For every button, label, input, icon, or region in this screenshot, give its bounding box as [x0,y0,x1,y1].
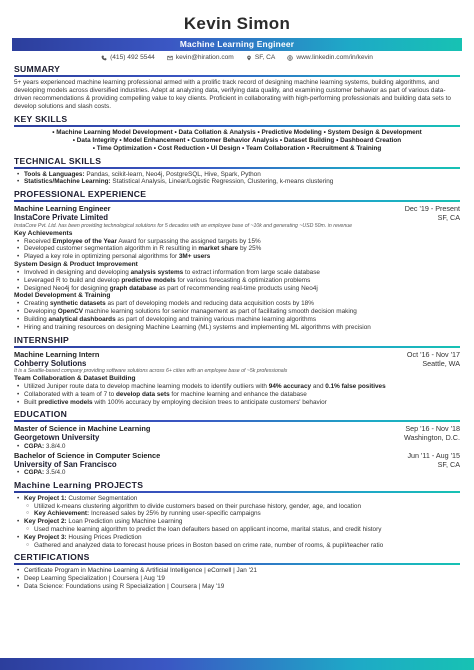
globe-icon [287,55,293,61]
achievement-heading: System Design & Product Improvement [14,261,138,269]
item-bold: predictive models [38,398,93,406]
degree-row [14,422,460,433]
item-text: machine learning solutions for senior management as part of facilitating smooth decision making [82,308,357,316]
item-bold: develop data sets [116,390,170,398]
item-bold: 0.1% false positives [325,383,386,390]
school-name: Georgetown University [14,433,100,443]
list-item [24,324,460,332]
school-location: Washington, D.C. [403,433,460,443]
gpa-line [14,469,460,477]
role-banner [12,38,462,51]
gpa-label: CGPA: [24,469,45,476]
certifications-list [14,565,460,590]
list-item [24,308,460,316]
company-description: InstaCore Pvt. Ltd. has been providing technological solutions for 5 decades with an employee base of ~10k and generating ~USD 50m. in revenue [14,222,352,229]
project-details [14,503,460,519]
phone-text: (415) 492 5544 [110,54,155,61]
list-item [24,178,460,186]
achievement-heading: Model Development & Training [14,292,111,300]
degree-date: Sep '16 - Nov '18 [405,424,460,434]
projects-section [14,480,460,550]
job-header-row [14,348,460,359]
achievement-heading: Team Collaboration & Dataset Building [14,375,136,382]
email-item[interactable] [167,54,234,61]
achievement-list [14,238,460,261]
summary-section [14,64,460,111]
achievement-list [14,269,460,292]
project-details [14,526,460,534]
item-bold: graph database [109,284,157,292]
item-bold: 94% accuracy [268,383,312,390]
list-item [24,285,460,293]
item-bold: analytical dashboards [48,316,116,323]
list-item [24,238,460,246]
contact-row [14,54,460,61]
item-bold: predictive models [121,276,176,284]
item-text: Increased sales by 25% by running user-specific campaigns [89,510,261,518]
degree-title: Bachelor of Science in Computer Science [14,450,161,460]
internship-section [14,335,460,407]
school-name: University of San Francisco [14,459,117,469]
project-label: Key Project 2: [24,518,67,526]
technical-skills-list [14,169,460,187]
item-text: with 100% accuracy by employing decision trees to anticipate customers' behavior [92,398,327,406]
achievement-heading: Key Achievements [14,229,73,237]
footer-bar [0,658,474,670]
job-date: Dec '19 - Present [404,204,460,214]
location-text: SF, CA [254,54,276,61]
item-text: and [311,383,326,390]
phone-icon [101,55,107,61]
list-item: • Certificate Program in Machine Learning & Artificial Intelligence | eCornell | Jan '21 [24,567,460,575]
list-item [24,399,460,407]
school-row [14,460,460,469]
company-row [14,359,460,368]
email-icon [167,55,173,61]
skill-label: Statistics/Machine Learning: [24,178,111,186]
project-details [14,542,460,550]
projects-list [14,518,460,526]
item-text: Award for surpassing the assigned targets by 15% [116,237,261,245]
list-item [34,510,460,518]
education-section [14,409,460,476]
job-header-row [14,202,460,213]
section-title: EDUCATION [14,409,68,420]
gpa-value: 3.8/4.0 [44,442,66,450]
key-skills-line: • Data Integrity • Model Enhancement • Customer Behavior Analysis • Dataset Building • Dashboard Creation [72,136,402,144]
list-item [24,391,460,399]
item-text: Designed Neo4j for designing [24,284,110,292]
list-item [24,316,460,324]
job-title: Machine Learning Engineer [14,204,111,214]
item-text: as part of developing models and reducing data acquisition costs by 18% [105,300,314,308]
item-bold: analysis systems [130,269,184,277]
list-item [24,269,460,277]
item-text: Received [24,237,53,245]
degree-row [14,451,460,460]
degree-title: Master of Science in Machine Learning [14,424,151,434]
company-row [14,213,460,222]
item-text: Developed customer segmentation algorithm in R resulting in [24,245,199,253]
gpa-label: CGPA: [24,442,45,450]
item-text: Built [24,398,39,406]
item-bold: Key Achievement: [34,510,90,518]
section-title: TECHNICAL SKILLS [14,155,102,166]
project-label: Key Project 3: [24,533,67,541]
item-text: for various forecasting & optimization problems [175,276,311,284]
projects-list [14,493,460,503]
section-title: SUMMARY [14,64,61,74]
item-text: Leveraged R to build and develop [24,276,122,284]
website-item[interactable] [287,54,373,61]
item-text: Hiring and training resources on designing Machine Learning (ML) systems and implementing ML algorithms with precision [24,323,371,331]
list-item [24,277,460,285]
list-item: • Deep Learning Specialization | Coursera | Aug '19 [24,575,460,583]
item-bold: synthetic datasets [49,300,106,308]
website-text: www.linkedin.com/in/kevin [296,54,373,61]
certifications-section [14,552,460,590]
section-title: INTERNSHIP [14,334,70,345]
key-skills-list [14,127,460,153]
item-text: for machine learning and enhance the database [169,390,307,398]
summary-text: 5+ years experienced machine learning professional armed with a prolific track record of designing machine learning systems, building algorithms, and developing models across diversified industries. Adept at analyzing data, verifying data quality, and examining customer behavior as part of various data-driven recommendations & providing compelling value to key clients. Proficient in collaborating with high-performing professionals and building data sets to develop solutions and slash costs. [14,79,451,110]
item-text: Played a key role in optimizing personal algorithms for [24,253,179,261]
item-bold: Employee of the Year [52,237,117,245]
role-title: Machine Learning Engineer [179,39,295,49]
phone-item [101,54,155,61]
project-label: Key Project 1: [24,494,67,502]
skill-label: Tools & Languages: [24,170,85,178]
gpa-line [14,443,460,451]
skill-value: Statistical Analysis, Linear/Logistic Regression, Clustering, k-means clustering [110,178,334,186]
school-row [14,433,460,442]
list-item [24,300,460,308]
projects-list [14,534,460,542]
company-name: InstaCore Private Limited [14,213,109,223]
achievement-list [14,383,460,406]
key-skills-section [14,114,460,153]
location-pin-icon [246,55,252,61]
candidate-name: Kevin Simon [183,14,291,33]
list-item [24,383,460,391]
location-item [246,54,276,61]
project-item [24,534,460,542]
list-item [24,253,460,261]
item-text: Used machine learning algorithm to predict the loan defaulters based on applicant income, marital status, and credit history [34,525,382,533]
project-name: Customer Segmentation [66,494,138,502]
item-text: Utilized k-means clustering algorithm to divide customers based on their purchase history, gender, age, and location [34,502,362,510]
section-title: Machine Learning PROJECTS [14,479,144,490]
technical-skills-section [14,156,460,187]
item-text: Collaborated with a team of 7 to [24,390,117,398]
section-title: PROFESSIONAL EXPERIENCE [14,189,147,200]
item-text: Gathered and analyzed data to forecast house prices in Boston based on crime rate, number of rooms, & pupil/teacher ratio [34,541,384,549]
item-text: Building [24,316,49,323]
section-title: CERTIFICATIONS [14,552,90,563]
section-title: KEY SKILLS [14,113,68,124]
item-text: to extract information from large scale database [183,269,320,277]
item-text: by 25% [238,245,262,253]
list-item [34,542,460,550]
list-item: • Data Science: Foundations using R Specialization | Coursera | May '19 [24,583,460,591]
skill-value: Pandas, scikit-learn, Neo4j, PostgreSQL, Hive, Spark, Python [84,170,261,178]
project-item [24,495,460,503]
item-text: as part of recommending real-time products using Neo4j [156,284,318,292]
key-skills-line: • Time Optimization • Cost Reduction • UI Design • Team Collaboration • Recruitment & Training [92,144,382,152]
item-bold: market share [198,245,239,253]
company-description: It is a Seattle-based company providing software solutions across 6+ cities with an employee base of ~5k professionals [14,368,288,374]
degree-date: Jun '11 - Aug '15 [407,450,460,460]
item-text: Developing [24,308,58,316]
job-title: Machine Learning Intern [14,349,100,359]
job-date: Oct '16 - Nov '17 [406,349,460,359]
list-item [24,171,460,179]
list-item [34,503,460,511]
school-location: SF, CA [437,459,460,469]
gpa-value: 3.5/4.0 [44,469,66,476]
company-name: Cohberry Solutions [14,358,87,368]
item-text: Utilized Juniper route data to develop machine learning models to identify outliers with [24,383,269,390]
item-text: Involved in designing and developing [24,269,131,277]
item-text: as part of developing and training various machine learning algorithms [115,316,317,323]
company-location: SF, CA [437,213,460,223]
item-bold: 3M+ users [178,253,211,261]
achievement-list [14,300,460,331]
item-text: Creating [24,300,50,308]
project-name: Loan Prediction using Machine Learning [66,518,183,526]
project-item [24,518,460,526]
experience-section [14,189,460,331]
project-name: Housing Prices Prediction [66,533,142,541]
list-item [24,245,460,253]
list-item [34,526,460,534]
key-skills-line: • Machine Learning Model Development • Data Collation & Analysis • Predictive Modeling • System Design & Development [52,128,422,136]
item-bold: OpenCV [57,308,83,316]
email-text: kevin@hiration.com [175,54,234,61]
company-location: Seattle, WA [422,358,460,368]
